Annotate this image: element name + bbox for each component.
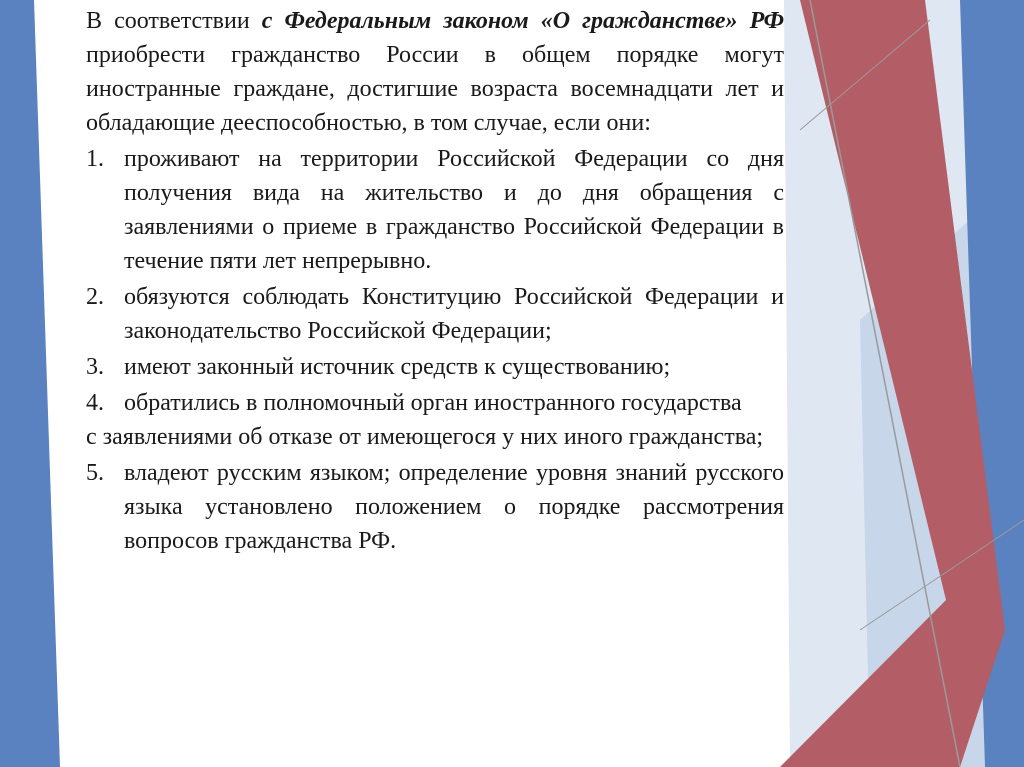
intro-paragraph — [86, 4, 784, 140]
list-item-number: 2. — [86, 284, 104, 310]
list-item — [86, 456, 784, 558]
list-item-number: 1. — [86, 146, 104, 172]
intro-text-rest: приобрести гражданство России в общем порядке могут иностранные граждане, достигшие возраста восемнадцати лет и обладающие дееспособностью, в том случае, если они: — [86, 42, 784, 136]
list-item-number: 5. — [86, 460, 104, 486]
list-item — [86, 280, 784, 348]
list-item-text: проживают на территории Российской Федерации со дня получения вида на жительство и до дня обращения с заявлениями о приеме в гражданство Российской Федерации в течение пяти лет непрерывно. — [124, 146, 784, 274]
intro-text-start: В соответствии — [86, 8, 262, 34]
list-item-number: 4. — [86, 390, 104, 416]
left-blue-strip — [0, 0, 60, 767]
law-reference: с Федеральным законом «О гражданстве» РФ — [261, 8, 784, 34]
list-item-number: 3. — [86, 354, 104, 380]
list-item-text: обратились в полномочный орган иностранного государства — [124, 390, 742, 416]
list-item-text: имеют законный источник средств к существованию; — [124, 354, 671, 380]
list-item — [86, 350, 784, 384]
list-item — [86, 386, 784, 420]
main-text-block — [86, 4, 784, 558]
list-item-text: владеют русским языком; определение уровня знаний русского языка установлено положением о порядке рассмотрения вопросов гражданства РФ. — [124, 460, 784, 554]
list-item-text: обязуются соблюдать Конституцию Российской Федерации и законодательство Российской Федерации; — [124, 284, 784, 344]
list-item — [86, 142, 784, 278]
continuation-text: с заявлениями об отказе от имеющегося у них иного гражданства; — [86, 424, 764, 450]
